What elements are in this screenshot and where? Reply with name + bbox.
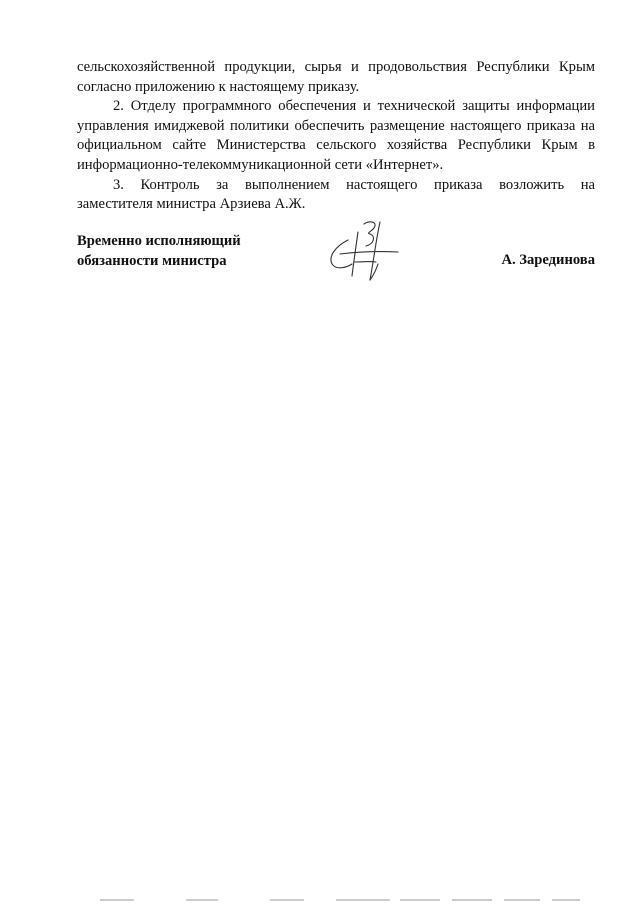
signatory-role bbox=[77, 232, 241, 271]
paragraph-2-line-4: информационно-телекоммуникационной сети «Интернет». bbox=[77, 156, 444, 173]
signatory-name: А. Зарединова bbox=[501, 252, 595, 268]
scan-artifacts bbox=[100, 896, 580, 904]
body-line-2: согласно приложению к настоящему приказу. bbox=[77, 78, 360, 95]
paragraph-3-line-1: 3. Контроль за выполнением настоящего приказа возложить на bbox=[113, 176, 595, 193]
handwritten-signature bbox=[318, 218, 410, 286]
paragraph-3-line-2: заместителя министра Арзиева А.Ж. bbox=[77, 196, 306, 213]
signatory-role-line-1: Временно исполняющий bbox=[77, 233, 241, 249]
paragraph-2-line-2: управления имиджевой политики обеспечить размещение настоящего приказа на bbox=[77, 117, 595, 134]
body-line-1: сельскохозяйственной продукции, сырья и продовольствия Республики Крым bbox=[77, 59, 595, 75]
body-text bbox=[77, 58, 595, 215]
paragraph-2-line-1: 2. Отделу программного обеспечения и технической защиты информации bbox=[113, 98, 595, 115]
signatory-role-line-2: обязанности министра bbox=[77, 252, 227, 269]
paragraph-2-line-3: официальном сайте Министерства сельского хозяйства Республики Крым в bbox=[77, 137, 595, 154]
